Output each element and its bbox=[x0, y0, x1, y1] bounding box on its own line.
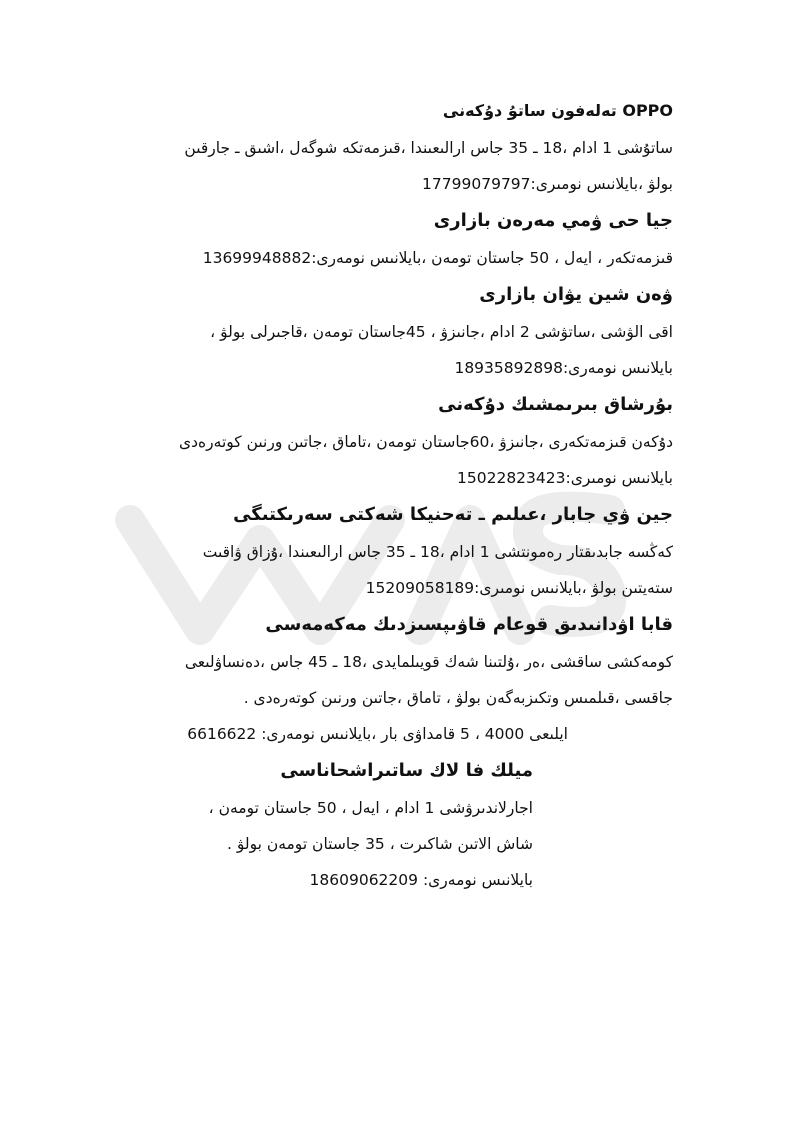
listing-title: جين ۋي جابار ،عىلىم ـ تەحنيكا شەكتى سەرىكتىگى bbox=[233, 504, 673, 525]
listing-oppo bbox=[128, 92, 673, 202]
listing-line: اجارلاندىرۋشى 1 ادام ، ايەل ، 50 جاستان تومەن ، bbox=[208, 799, 533, 817]
listing-title: ميلك فا لاك ساتىراشحاناسى bbox=[280, 760, 533, 781]
listing-line: ستەيتىن بولۋ ،بايلانىس نومىرى:15209058189 bbox=[365, 579, 673, 597]
listing-line: ساتۇشى 1 ادام ،18 ـ 35 جاس ارالىعىندا ،قىزمەتكە شوگەل ،اشىق ـ جارقىن bbox=[184, 139, 673, 157]
listing-jin-wei bbox=[128, 496, 673, 606]
listing-burshaq bbox=[128, 386, 673, 496]
listing-line: كومەكشى ساقشى ،ەر ،ۇلتىنا شەك قويىلمايدى ،18 ـ 45 جاس ،دەنساۋلىعى bbox=[184, 653, 673, 671]
listing-line: جاقسى ،قىلمىس وتكىزبەگەن بولۋ ، تاماق ،جاتىن ورنىن كوتەرەدى . bbox=[243, 689, 673, 707]
listing-line: بايلانىس نومەرى: 18609062209 bbox=[309, 871, 533, 889]
listing-title: جيا حى ۋمي مەرەن بازارى bbox=[433, 210, 673, 231]
listing-line: كەڭسە جابدىقتار رەمونتشى 1 ادام ،18 ـ 35 جاس ارالىعىندا ،ۇزاق ۋاقىت bbox=[202, 543, 673, 561]
listing-title: بۇرشاق بىرىمشىك دۇكەنى bbox=[438, 394, 673, 415]
listing-jia-he-mei bbox=[128, 202, 673, 276]
listing-line: دۇكەن قىزمەتكەرى ،جانىزۋ ،60جاستان تومەن ،تاماق ،جاتىن ورنىن كوتەرەدى bbox=[179, 433, 673, 451]
listing-title: OPPO تەلەفون ساتۇ دۇكەنى bbox=[442, 101, 673, 120]
listing-line: اقى الۋشى ،ساتۋشى 2 ادام ،جانىزۋ ، 45جاستان تومەن ،قاجىرلى بولۋ ، bbox=[210, 323, 673, 341]
listing-milk-fa-lak bbox=[128, 752, 673, 898]
job-listings-document bbox=[128, 92, 673, 898]
listing-line: قىزمەتكەر ، ايەل ، 50 جاستان تومەن ،بايلانىس نومەرى:13699948882 bbox=[202, 249, 673, 267]
listing-line: ايلىعى 4000 ، 5 قامداۋى بار ،بايلانىس نومەرى: 6616622 bbox=[187, 725, 568, 743]
listing-title: قابا اۋدانىدىق قوعام قاۋىپسىزدىك مەكەمەسى bbox=[265, 614, 673, 635]
listing-line: بايلانىس نومەرى:18935892898 bbox=[454, 359, 673, 377]
listing-line: بولۋ ،بايلانىس نومىرى:17799079797 bbox=[422, 175, 673, 193]
listing-public-security bbox=[128, 606, 673, 752]
listing-line: شاش الاتىن شاكىرت ، 35 جاستان تومەن بولۋ . bbox=[226, 835, 533, 853]
listing-title: ۋەن شين يۋان بازارى bbox=[479, 284, 673, 305]
listing-wen-xin-yuan bbox=[128, 276, 673, 386]
listing-line: بايلانىس نومىرى:15022823423 bbox=[457, 469, 673, 487]
